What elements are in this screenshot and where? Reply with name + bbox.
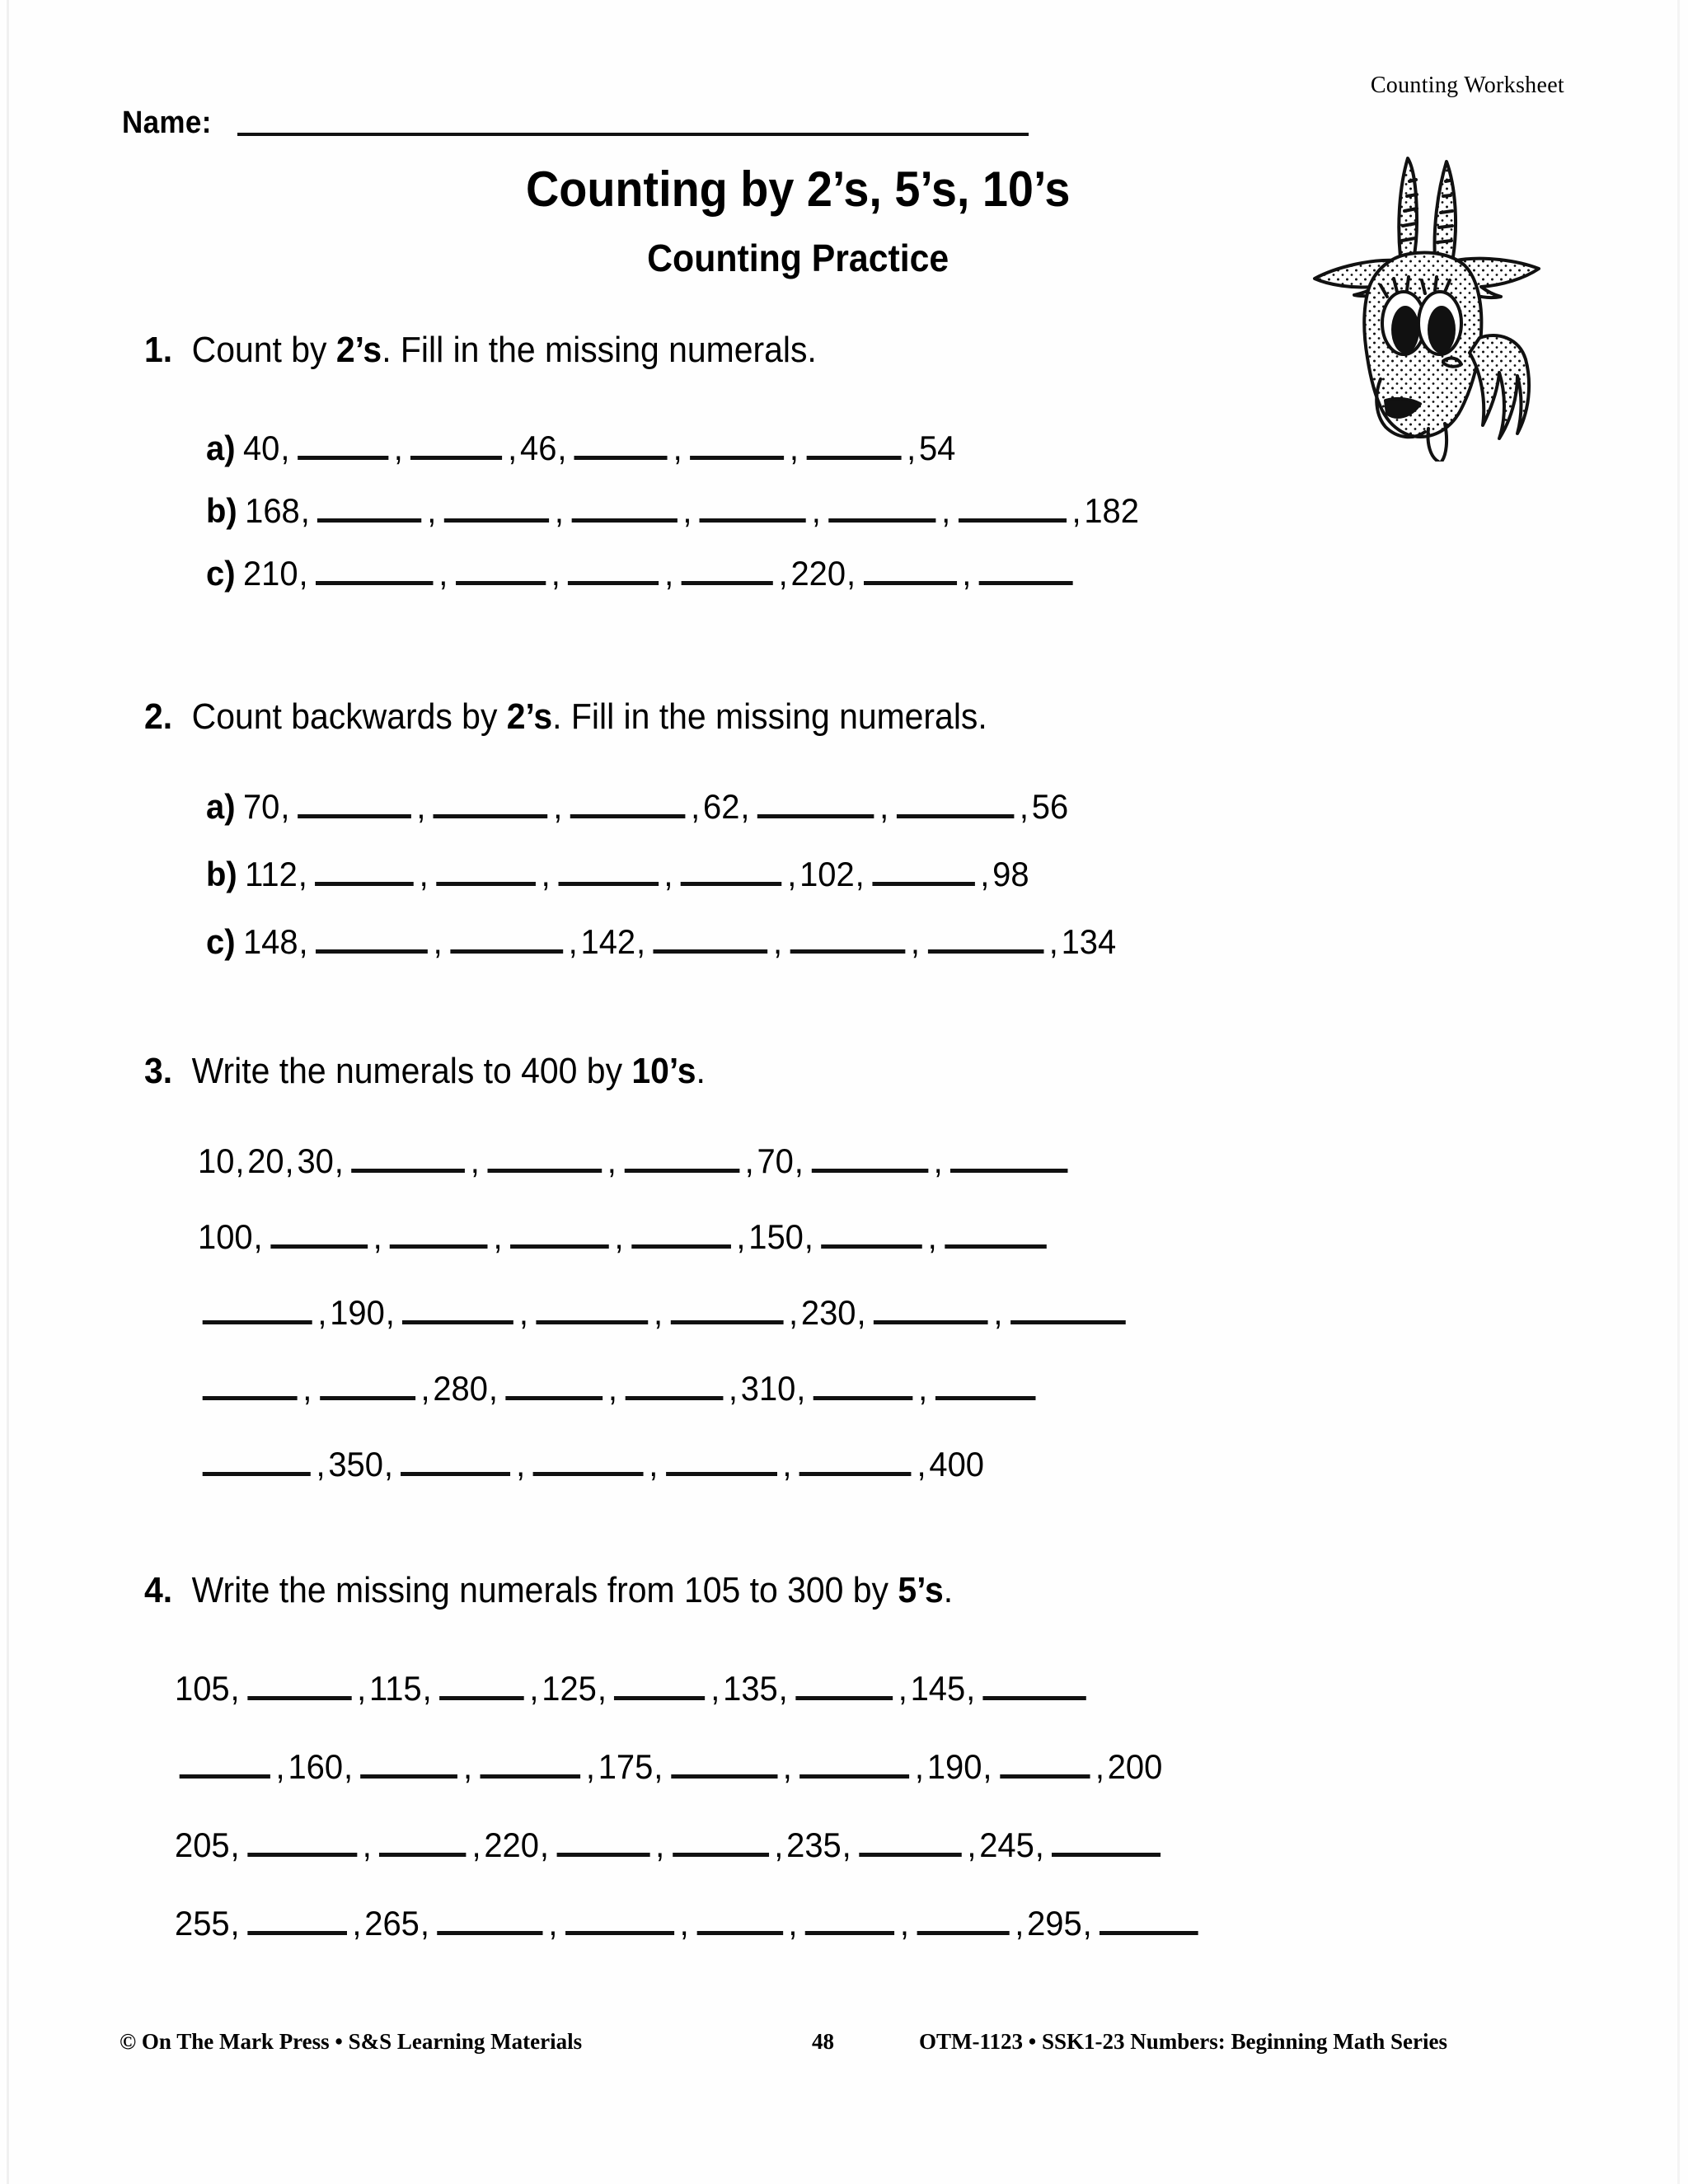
given-numeral: 255 <box>175 1904 230 1943</box>
separator-comma: , <box>529 1669 539 1708</box>
separator-comma: , <box>383 1445 393 1483</box>
goat-head-icon <box>1282 132 1554 462</box>
separator-comma: , <box>846 554 856 593</box>
answer-blank[interactable] <box>570 790 686 818</box>
answer-blank[interactable] <box>690 431 784 460</box>
separator-comma: , <box>416 787 426 826</box>
answer-blank[interactable] <box>983 1671 1086 1700</box>
answer-blank[interactable] <box>682 556 773 585</box>
answer-blank[interactable] <box>614 1671 705 1700</box>
separator-comma: , <box>914 1747 925 1786</box>
given-numeral: 220 <box>790 554 846 593</box>
answer-blank[interactable] <box>247 1671 351 1700</box>
given-numeral: 265 <box>364 1904 420 1943</box>
answer-blank[interactable] <box>410 431 502 460</box>
separator-comma: , <box>280 787 290 826</box>
answer-blank[interactable] <box>379 1828 466 1857</box>
given-numeral: 98 <box>992 855 1029 893</box>
given-numeral: 62 <box>703 787 740 826</box>
separator-comma: , <box>673 429 682 467</box>
separator-comma: , <box>518 1293 528 1332</box>
separator-comma: , <box>298 855 307 893</box>
separator-comma: , <box>597 1669 607 1708</box>
separator-comma: , <box>744 1141 754 1180</box>
separator-comma: , <box>636 922 646 961</box>
separator-comma: , <box>553 787 563 826</box>
answer-blank[interactable] <box>439 1671 524 1700</box>
separator-comma: , <box>663 855 673 893</box>
answer-blank[interactable] <box>316 556 434 585</box>
separator-comma: , <box>280 429 290 467</box>
answer-blank[interactable] <box>533 1447 644 1476</box>
answer-blank[interactable] <box>696 1906 783 1935</box>
question-number: 2. <box>144 696 173 737</box>
answer-blank[interactable] <box>927 925 1043 954</box>
answer-blank[interactable] <box>316 925 428 954</box>
separator-comma: , <box>653 1293 663 1332</box>
question-text: Write the numerals to 400 by 10’s. <box>191 1051 706 1091</box>
separator-comma: , <box>508 429 518 467</box>
answer-row <box>175 1669 1091 1708</box>
separator-comma: , <box>782 1747 792 1786</box>
separator-comma: , <box>740 787 750 826</box>
given-numeral: 105 <box>175 1669 230 1708</box>
separator-comma: , <box>516 1445 526 1483</box>
name-input-line[interactable] <box>237 132 1029 136</box>
separator-comma: , <box>488 1369 498 1408</box>
given-numeral: 10 <box>198 1141 235 1180</box>
answer-blank[interactable] <box>568 556 659 585</box>
answer-blank[interactable] <box>390 1220 488 1249</box>
worksheet-kind-label: Counting Worksheet <box>1370 73 1564 98</box>
answer-row-label: a) <box>206 787 236 826</box>
separator-comma: , <box>962 554 972 593</box>
answer-blank[interactable] <box>556 1828 649 1857</box>
answer-blank[interactable] <box>247 1828 357 1857</box>
given-numeral: 310 <box>740 1369 796 1408</box>
answer-blank[interactable] <box>298 790 411 818</box>
separator-comma: , <box>804 1217 814 1256</box>
answer-blank[interactable] <box>351 1144 465 1173</box>
given-numeral: 102 <box>799 855 855 893</box>
separator-comma: , <box>691 787 701 826</box>
answer-blank[interactable] <box>437 1906 542 1935</box>
separator-comma: , <box>275 1747 285 1786</box>
separator-comma: , <box>933 1141 943 1180</box>
separator-comma: , <box>373 1217 382 1256</box>
answer-row <box>198 1293 1130 1333</box>
answer-blank[interactable] <box>811 1144 928 1173</box>
answer-blank[interactable] <box>1000 1750 1090 1779</box>
answer-row <box>198 1369 1040 1408</box>
given-numeral: 145 <box>910 1669 966 1708</box>
separator-comma: , <box>1082 1904 1092 1943</box>
answer-blank[interactable] <box>401 1447 510 1476</box>
separator-comma: , <box>551 554 560 593</box>
answer-blank[interactable] <box>917 1906 1009 1935</box>
given-numeral: 245 <box>979 1825 1034 1864</box>
question-emphasis: 10’s <box>631 1051 696 1091</box>
separator-comma: , <box>471 1825 481 1864</box>
answer-blank[interactable] <box>450 925 563 954</box>
given-numeral: 70 <box>757 1141 794 1180</box>
answer-blank[interactable] <box>872 857 974 886</box>
separator-comma: , <box>917 1445 926 1483</box>
given-numeral: 182 <box>1084 491 1139 530</box>
given-numeral: 210 <box>242 554 298 593</box>
answer-row-label: c) <box>206 554 236 593</box>
given-numeral: 56 <box>1031 787 1069 826</box>
answer-blank[interactable] <box>935 1371 1036 1400</box>
separator-comma: , <box>1071 491 1081 530</box>
answer-blank[interactable] <box>180 1750 270 1779</box>
answer-blank[interactable] <box>950 1144 1068 1173</box>
given-numeral: 175 <box>598 1747 654 1786</box>
given-numeral: 190 <box>330 1293 385 1332</box>
answer-blank[interactable] <box>536 1296 648 1324</box>
separator-comma: , <box>300 491 310 530</box>
question-text: Write the missing numerals from 105 to 300 by 5’s. <box>191 1570 954 1610</box>
separator-comma: , <box>317 1293 327 1332</box>
given-numeral: 295 <box>1027 1904 1082 1943</box>
separator-comma: , <box>789 429 799 467</box>
answer-blank[interactable] <box>317 494 421 523</box>
answer-row-label: c) <box>206 922 236 961</box>
separator-comma: , <box>654 1747 663 1786</box>
answer-blank[interactable] <box>700 494 806 523</box>
separator-comma: , <box>899 1904 909 1943</box>
separator-comma: , <box>664 554 674 593</box>
answer-row <box>175 1747 1162 1787</box>
answer-row <box>175 1825 1165 1865</box>
given-numeral: 190 <box>926 1747 982 1786</box>
answer-blank[interactable] <box>979 556 1073 585</box>
footer-series: OTM-1123 • SSK1-23 Numbers: Beginning Math Series <box>919 2029 1447 2054</box>
answer-blank[interactable] <box>444 494 549 523</box>
answer-blank[interactable] <box>298 431 388 460</box>
answer-blank[interactable] <box>799 1750 909 1779</box>
given-numeral: 112 <box>245 855 298 893</box>
question-emphasis: 5’s <box>898 1570 944 1610</box>
footer-page-number: 48 <box>812 2029 834 2054</box>
question-number: 4. <box>144 1570 173 1610</box>
answer-blank[interactable] <box>799 1447 912 1476</box>
separator-comma: , <box>655 1825 665 1864</box>
separator-comma: , <box>607 1369 617 1408</box>
given-numeral: 168 <box>245 491 300 530</box>
answer-blank[interactable] <box>790 925 906 954</box>
separator-comma: , <box>796 1369 806 1408</box>
answer-blank[interactable] <box>897 790 1015 818</box>
separator-comma: , <box>794 1141 804 1180</box>
answer-blank[interactable] <box>270 1220 368 1249</box>
answer-row <box>206 429 955 468</box>
answer-blank[interactable] <box>673 1828 769 1857</box>
question-text: Count backwards by 2’s. Fill in the missing numerals. <box>191 696 987 737</box>
scan-edge-right <box>1677 0 1680 2184</box>
answer-blank[interactable] <box>806 431 901 460</box>
separator-comma: , <box>362 1825 372 1864</box>
answer-row <box>175 1904 1203 1943</box>
answer-blank[interactable] <box>565 1906 674 1935</box>
separator-comma: , <box>385 1293 395 1332</box>
given-numeral: 135 <box>723 1669 778 1708</box>
separator-comma: , <box>420 1369 430 1408</box>
question-1-heading <box>144 330 817 371</box>
separator-comma: , <box>463 1747 473 1786</box>
separator-comma: , <box>334 1141 344 1180</box>
separator-comma: , <box>710 1669 720 1708</box>
answer-blank[interactable] <box>203 1371 298 1400</box>
separator-comma: , <box>907 429 917 467</box>
answer-blank[interactable] <box>671 1750 777 1779</box>
separator-comma: , <box>1048 922 1058 961</box>
page-title: Counting by 2’s, 5’s, 10’s <box>525 162 1071 217</box>
separator-comma: , <box>614 1217 624 1256</box>
separator-comma: , <box>649 1445 659 1483</box>
separator-comma: , <box>682 491 692 530</box>
answer-blank[interactable] <box>821 1220 922 1249</box>
name-field-row <box>122 105 1029 141</box>
separator-comma: , <box>585 1747 595 1786</box>
given-numeral: 200 <box>1107 1747 1163 1786</box>
given-numeral: 400 <box>929 1445 984 1483</box>
name-label: Name: <box>122 105 212 140</box>
separator-comma: , <box>774 1825 784 1864</box>
separator-comma: , <box>879 787 889 826</box>
separator-comma: , <box>736 1217 746 1256</box>
separator-comma: , <box>557 429 567 467</box>
answer-blank[interactable] <box>681 857 782 886</box>
separator-comma: , <box>679 1904 689 1943</box>
answer-blank[interactable] <box>505 1371 603 1400</box>
scan-edge-left <box>7 0 9 2184</box>
given-numeral: 20 <box>247 1141 284 1180</box>
separator-comma: , <box>782 1445 792 1483</box>
separator-comma: , <box>298 554 308 593</box>
answer-row-label: b) <box>206 491 237 530</box>
page-subtitle: Counting Practice <box>647 237 950 279</box>
answer-blank[interactable] <box>666 1447 777 1476</box>
given-numeral: 46 <box>520 429 557 467</box>
question-emphasis: 2’s <box>506 696 553 737</box>
given-numeral: 160 <box>288 1747 344 1786</box>
separator-comma: , <box>856 1293 866 1332</box>
answer-row <box>206 787 1068 827</box>
separator-comma: , <box>568 922 578 961</box>
separator-comma: , <box>427 491 437 530</box>
separator-comma: , <box>230 1669 240 1708</box>
answer-blank[interactable] <box>1010 1296 1126 1324</box>
separator-comma: , <box>982 1747 992 1786</box>
given-numeral: 235 <box>786 1825 842 1864</box>
answer-blank[interactable] <box>434 790 548 818</box>
separator-comma: , <box>1034 1825 1044 1864</box>
given-numeral: 220 <box>484 1825 539 1864</box>
answer-blank[interactable] <box>945 1220 1047 1249</box>
answer-blank[interactable] <box>487 1144 602 1173</box>
answer-blank[interactable] <box>320 1371 415 1400</box>
separator-comma: , <box>772 922 783 961</box>
separator-comma: , <box>967 1825 977 1864</box>
answer-blank[interactable] <box>805 1906 894 1935</box>
answer-blank[interactable] <box>571 494 677 523</box>
question-3-heading <box>144 1051 706 1092</box>
answer-blank[interactable] <box>402 1296 513 1324</box>
answer-blank[interactable] <box>874 1296 988 1324</box>
separator-comma: , <box>789 1293 799 1332</box>
separator-comma: , <box>235 1141 245 1180</box>
given-numeral: 70 <box>242 787 280 826</box>
question-number: 3. <box>144 1051 173 1091</box>
answer-blank[interactable] <box>481 1750 581 1779</box>
answer-row <box>198 1217 1051 1257</box>
separator-comma: , <box>778 554 788 593</box>
given-numeral: 115 <box>369 1669 422 1708</box>
answer-blank[interactable] <box>436 857 536 886</box>
answer-row <box>206 491 1139 531</box>
answer-blank[interactable] <box>757 790 874 818</box>
answer-blank[interactable] <box>864 556 957 585</box>
given-numeral: 280 <box>433 1369 488 1408</box>
answer-blank[interactable] <box>361 1750 458 1779</box>
answer-blank[interactable] <box>558 857 659 886</box>
answer-blank[interactable] <box>814 1371 913 1400</box>
given-numeral: 30 <box>297 1141 334 1180</box>
separator-comma: , <box>1019 787 1029 826</box>
separator-comma: , <box>941 491 951 530</box>
answer-row-label: b) <box>206 855 237 893</box>
separator-comma: , <box>1095 1747 1104 1786</box>
answer-row <box>206 922 1116 962</box>
given-numeral: 205 <box>175 1825 230 1864</box>
given-numeral: 54 <box>918 429 956 467</box>
answer-blank[interactable] <box>1100 1906 1198 1935</box>
separator-comma: , <box>788 1904 798 1943</box>
separator-comma: , <box>284 1141 294 1180</box>
separator-comma: , <box>910 922 920 961</box>
separator-comma: , <box>419 855 429 893</box>
separator-comma: , <box>855 855 865 893</box>
answer-blank[interactable] <box>247 1906 347 1935</box>
separator-comma: , <box>918 1369 928 1408</box>
separator-comma: , <box>420 1904 429 1943</box>
given-numeral: 230 <box>800 1293 856 1332</box>
given-numeral: 40 <box>242 429 280 467</box>
separator-comma: , <box>393 429 403 467</box>
separator-comma: , <box>422 1669 432 1708</box>
answer-row <box>198 1141 1072 1181</box>
separator-comma: , <box>778 1669 788 1708</box>
separator-comma: , <box>898 1669 907 1708</box>
separator-comma: , <box>554 491 564 530</box>
question-emphasis: 2’s <box>335 330 382 370</box>
separator-comma: , <box>230 1904 240 1943</box>
answer-blank[interactable] <box>654 925 768 954</box>
answer-blank[interactable] <box>203 1296 312 1324</box>
answer-row <box>206 855 1029 894</box>
question-2-heading <box>144 696 987 738</box>
given-numeral: 150 <box>748 1217 804 1256</box>
separator-comma: , <box>728 1369 738 1408</box>
separator-comma: , <box>302 1369 312 1408</box>
separator-comma: , <box>541 855 551 893</box>
separator-comma: , <box>1015 1904 1025 1943</box>
separator-comma: , <box>316 1445 326 1483</box>
separator-comma: , <box>842 1825 851 1864</box>
answer-blank[interactable] <box>828 494 935 523</box>
separator-comma: , <box>548 1904 558 1943</box>
given-numeral: 148 <box>242 922 298 961</box>
separator-comma: , <box>811 491 821 530</box>
separator-comma: , <box>230 1825 240 1864</box>
answer-row <box>198 1445 984 1484</box>
given-numeral: 350 <box>328 1445 383 1483</box>
question-number: 1. <box>144 330 173 370</box>
answer-blank[interactable] <box>624 1144 739 1173</box>
separator-comma: , <box>966 1669 976 1708</box>
answer-blank[interactable] <box>631 1220 731 1249</box>
answer-blank[interactable] <box>574 431 668 460</box>
separator-comma: , <box>787 855 797 893</box>
separator-comma: , <box>352 1904 362 1943</box>
answer-row <box>206 554 1078 593</box>
separator-comma: , <box>357 1669 367 1708</box>
answer-row-label: a) <box>206 429 236 467</box>
answer-blank[interactable] <box>625 1371 723 1400</box>
separator-comma: , <box>438 554 448 593</box>
separator-comma: , <box>980 855 990 893</box>
separator-comma: , <box>539 1825 549 1864</box>
separator-comma: , <box>493 1217 503 1256</box>
given-numeral: 125 <box>542 1669 597 1708</box>
given-numeral: 100 <box>198 1217 253 1256</box>
separator-comma: , <box>607 1141 617 1180</box>
answer-blank[interactable] <box>671 1296 784 1324</box>
question-4-heading <box>144 1570 953 1611</box>
answer-blank[interactable] <box>315 857 414 886</box>
answer-blank[interactable] <box>203 1447 311 1476</box>
separator-comma: , <box>470 1141 480 1180</box>
answer-blank[interactable] <box>859 1828 961 1857</box>
separator-comma: , <box>433 922 443 961</box>
separator-comma: , <box>298 922 308 961</box>
answer-blank[interactable] <box>510 1220 609 1249</box>
given-numeral: 134 <box>1061 922 1117 961</box>
separator-comma: , <box>927 1217 937 1256</box>
separator-comma: , <box>343 1747 354 1786</box>
separator-comma: , <box>993 1293 1003 1332</box>
answer-blank[interactable] <box>959 494 1067 523</box>
question-text: Count by 2’s. Fill in the missing numerals. <box>191 330 817 370</box>
answer-blank[interactable] <box>795 1671 893 1700</box>
answer-blank[interactable] <box>456 556 546 585</box>
given-numeral: 142 <box>580 922 636 961</box>
separator-comma: , <box>253 1217 263 1256</box>
footer-copyright: © On The Mark Press • S&S Learning Materials <box>120 2029 583 2054</box>
answer-blank[interactable] <box>1052 1828 1160 1857</box>
